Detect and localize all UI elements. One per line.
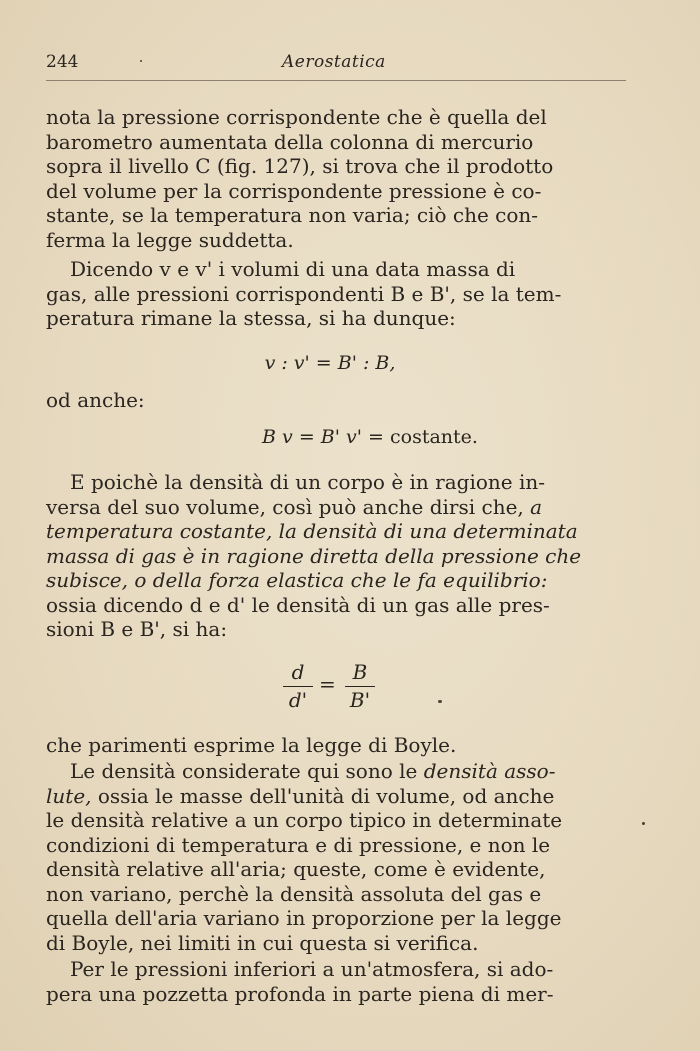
text-span: versa del suo volume, così può anche dirsi che, — [46, 494, 524, 519]
text-line: stante, se la temperatura non varia; ciò che con- — [46, 203, 539, 227]
text-line: sopra il livello C (fig. 127), si trova che il prodotto — [46, 154, 554, 178]
text-line: barometro aumentata della colonna di mercurio — [46, 129, 534, 154]
od-anche-label: od anche: — [46, 388, 145, 412]
text-line: le densità relative a un corpo tipico in determinate — [46, 808, 563, 832]
text-line: di Boyle, nei limiti in cui questa si verifica. — [46, 930, 479, 955]
equation-math: B v = B' v' = — [262, 426, 384, 448]
fraction-right-bar — [345, 686, 375, 687]
text-line: quella dell'aria variano in proporzione per la legge — [46, 906, 562, 930]
page-header — [46, 52, 626, 81]
fraction-right-numerator: B — [352, 660, 368, 684]
text-line: ferma la legge suddetta. — [46, 227, 294, 252]
running-title: Aerostatica — [282, 52, 386, 72]
text-line: densità relative all'aria; queste, come è evidente, — [46, 857, 546, 881]
equation-proportion: v : v' = B' : B, — [264, 352, 396, 374]
paragraph-2 — [46, 257, 626, 331]
paragraph-6 — [46, 957, 626, 1006]
page-number: 244 — [46, 52, 79, 72]
ink-speck — [438, 700, 442, 703]
text-span: Le densità considerate qui sono le — [70, 759, 418, 783]
equation-word: costante. — [389, 426, 478, 448]
text-line — [46, 759, 626, 784]
text-line: E poichè la densità di un corpo è in ragione in- — [70, 470, 545, 494]
paragraph-1 — [46, 105, 626, 252]
text-line: sioni B e B', si ha: — [46, 617, 228, 641]
fraction-left-denominator: d' — [288, 688, 308, 712]
text-line — [46, 784, 626, 809]
text-line: gas, alle pressioni corrispondenti B e B', se la tem- — [46, 281, 562, 306]
text-line: peratura rimane la stessa, si ha dunque: — [46, 306, 456, 330]
equation-constant — [20, 426, 700, 448]
text-line: non variano, perchè la densità assoluta del gas e — [46, 881, 542, 906]
fraction-left-bar — [283, 686, 313, 687]
text-line: condizioni di temperatura e di pressione, e non le — [46, 832, 551, 857]
paragraph-3 — [46, 470, 626, 642]
fraction-right-denominator: B' — [349, 688, 371, 712]
italic-line: temperatura costante, la densità di una determinata — [46, 519, 578, 543]
ink-speck — [642, 822, 645, 825]
italic-span: lute, — [46, 783, 92, 808]
ink-speck — [140, 60, 142, 62]
text-line: ossia dicendo d e d' le densità di un gas alle pres- — [46, 592, 550, 617]
text-line: del volume per la corrispondente pressione è co- — [46, 178, 542, 203]
text-line: pera una pozzetta profonda in parte piena di mer- — [46, 981, 554, 1006]
italic-line: subisce, o della forza elastica che le fa equilibrio: — [46, 568, 548, 592]
italic-span: densità asso- — [423, 759, 556, 783]
text-line — [46, 495, 626, 520]
text-line: Dicendo v e v' i volumi di una data massa di — [70, 257, 516, 281]
fraction-left-numerator: d — [291, 660, 305, 684]
text-line: Per le pressioni inferiori a un'atmosfera, si ado- — [70, 957, 554, 981]
paragraph-4: che parimenti esprime la legge di Boyle. — [46, 733, 457, 757]
paragraph-5 — [46, 759, 626, 955]
text-line: nota la pressione corrispondente che è quella del — [46, 105, 547, 129]
italic-line: massa di gas è in ragione diretta della pressione che — [46, 543, 582, 568]
text-span: ossia le masse dell'unità di volume, od anche — [97, 783, 555, 808]
fraction-equals: = — [319, 672, 336, 696]
italic-span: a — [530, 494, 543, 519]
